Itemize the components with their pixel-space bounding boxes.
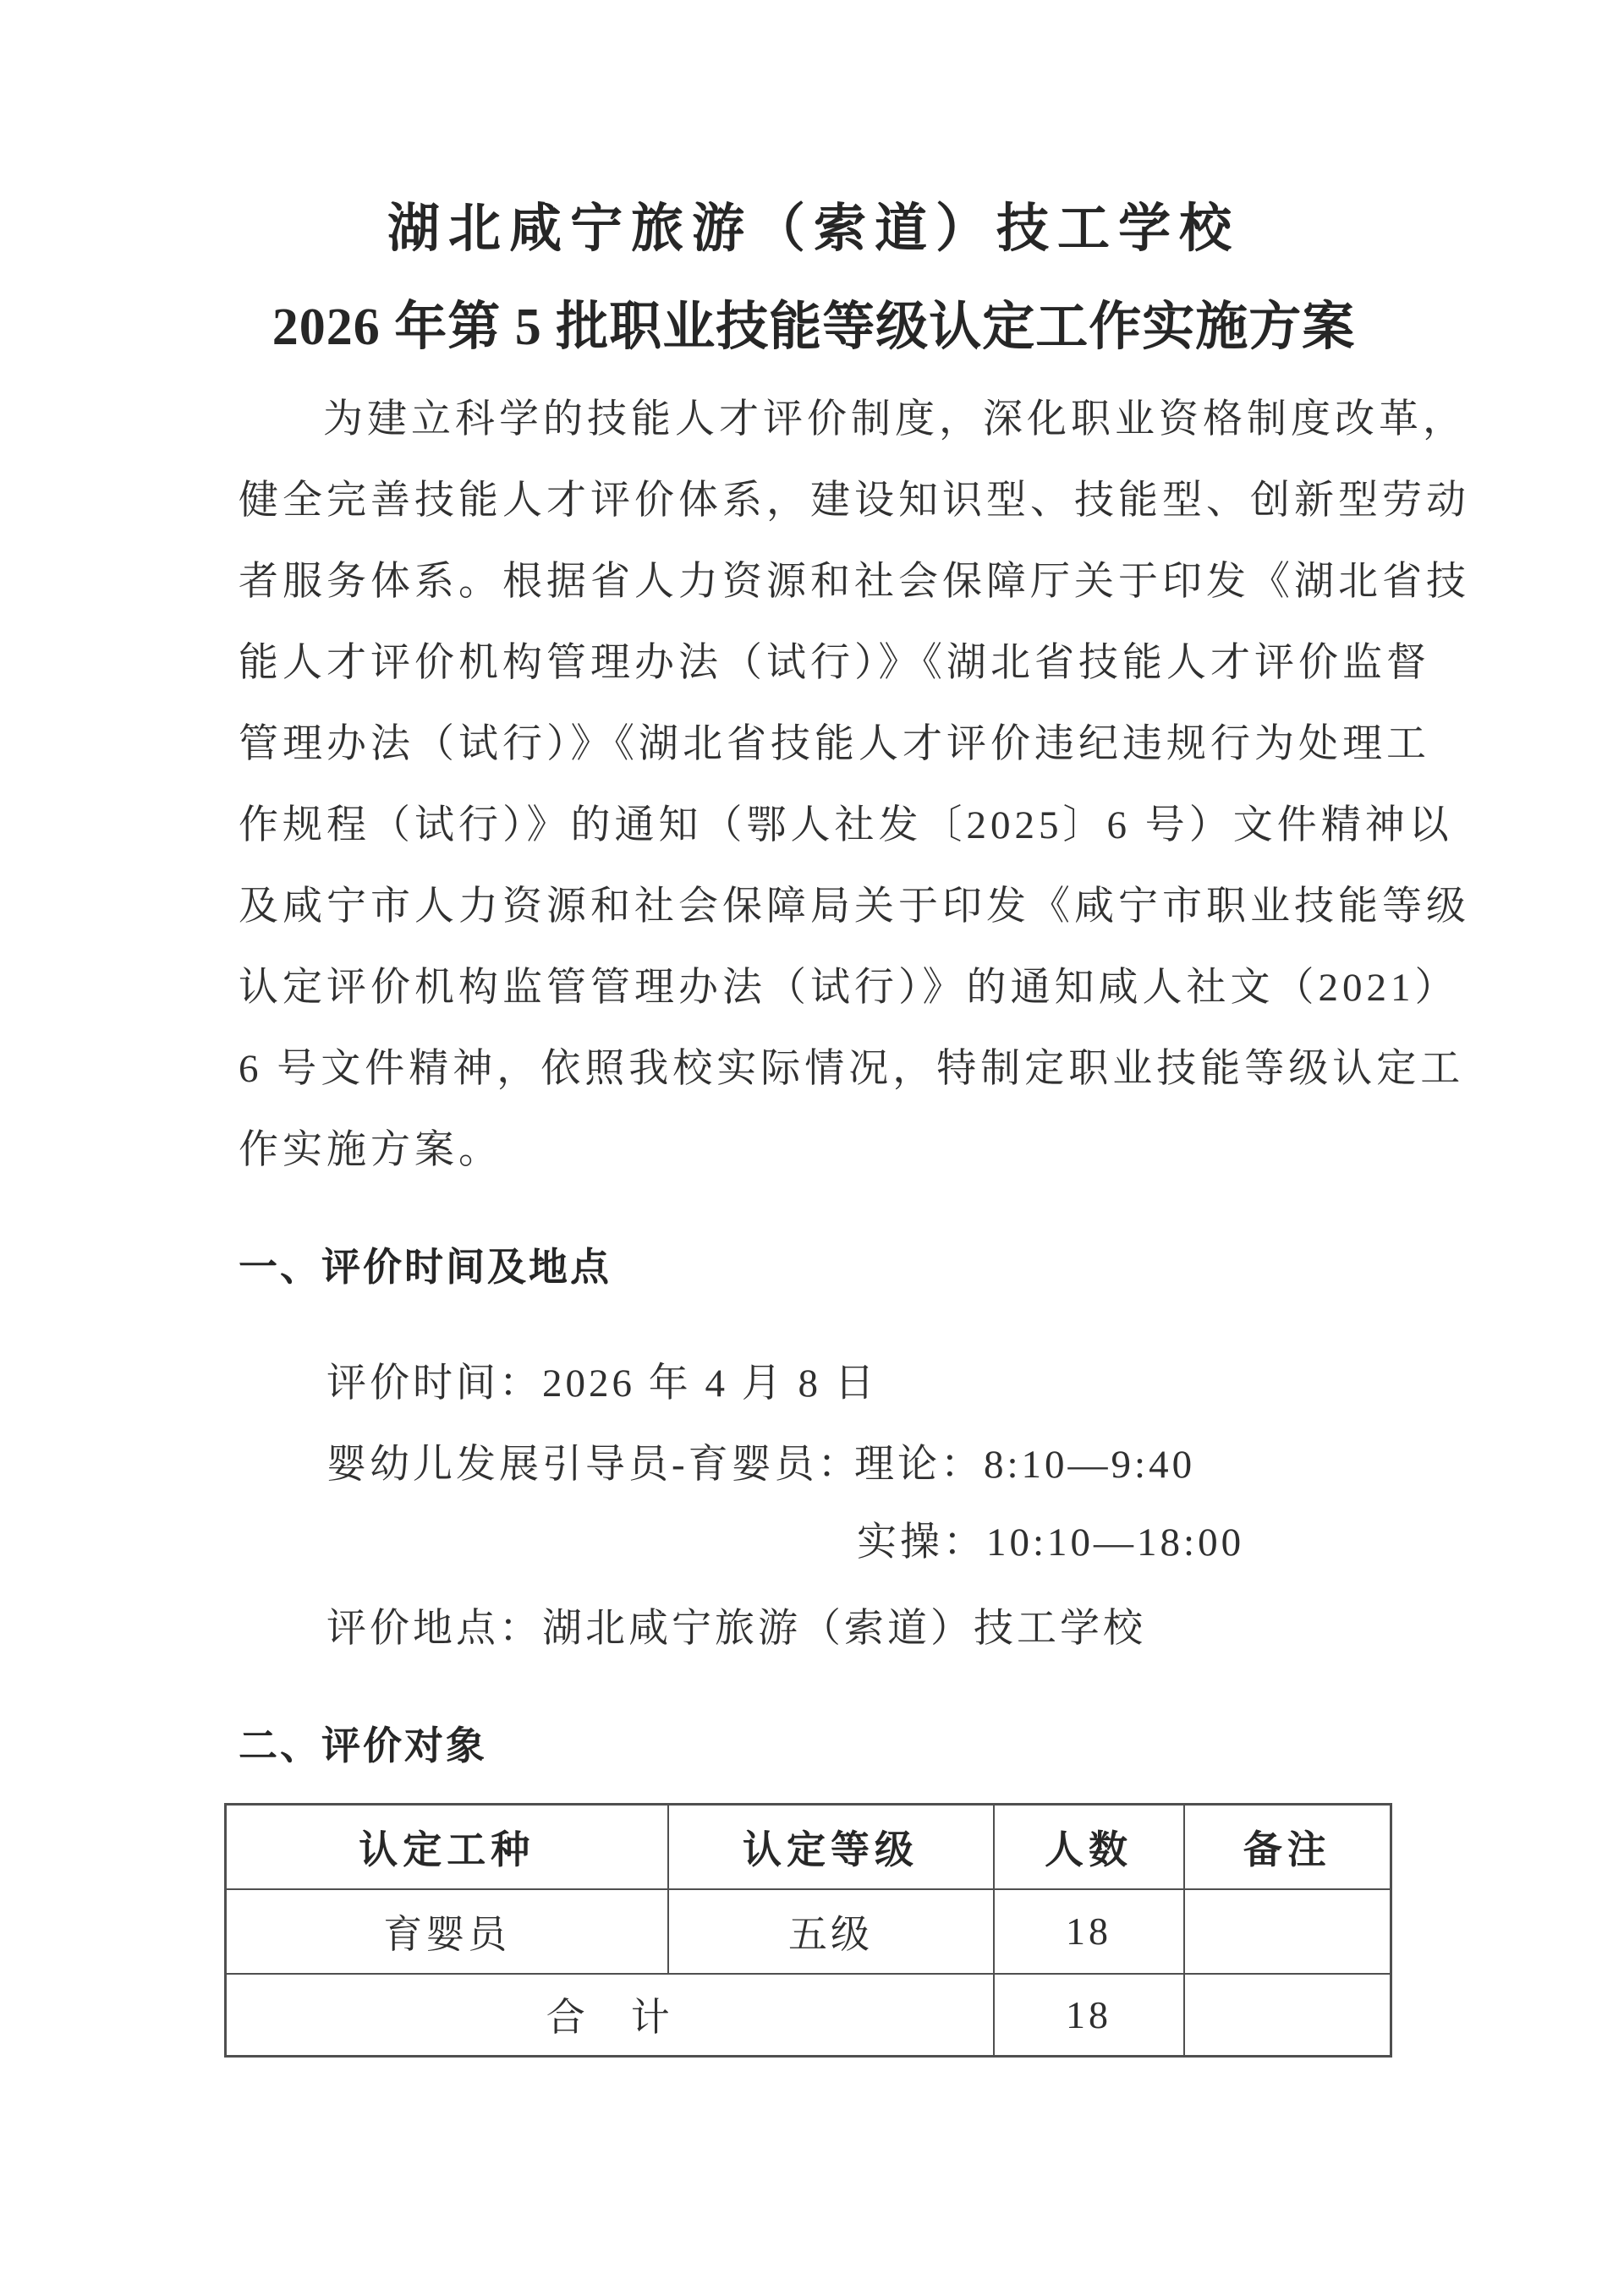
- table-header-row: [226, 1805, 1391, 1889]
- document-title-line-2: 2026 年第 5 批职业技能等级认定工作实施方案: [272, 299, 1356, 356]
- occupation-cell: 育婴员: [226, 1889, 668, 1974]
- paragraph-line: 认定评价机构监管管理办法（试行）》的通知咸人社文（2021）: [239, 966, 1459, 1010]
- paragraph-line: 者服务体系。根据省人力资源和社会保障厅关于印发《湖北省技: [239, 560, 1470, 604]
- evaluation-location-line: 评价地点：湖北咸宁旅游（索道）技工学校: [326, 1607, 1146, 1651]
- column-header-count: 人数: [994, 1805, 1184, 1889]
- paragraph-line: 及咸宁市人力资源和社会保障局关于印发《咸宁市职业技能等级: [239, 885, 1470, 929]
- column-header-occupation: 认定工种: [226, 1805, 668, 1889]
- table-row: [226, 1889, 1391, 1974]
- paragraph-line: 能人才评价机构管理办法（试行）》《湖北省技能人才评价监督: [239, 641, 1430, 685]
- paragraph-line: 管理办法（试行）》《湖北省技能人才评价违纪违规行为处理工: [239, 722, 1430, 766]
- total-count-cell: 18: [994, 1974, 1184, 2057]
- section-1-heading: 一、评价时间及地点: [239, 1246, 612, 1289]
- table-total-row: [226, 1974, 1391, 2057]
- occupation-role-line: 婴幼儿发展引导员-育婴员：: [326, 1443, 861, 1487]
- document-title-line-1: 湖北咸宁旅游（索道）技工学校: [387, 200, 1240, 258]
- evaluation-time-line: 评价时间：2026 年 4 月 8 日: [326, 1362, 878, 1406]
- paragraph-line: 作实施方案。: [239, 1128, 502, 1172]
- column-header-remarks: 备注: [1184, 1805, 1391, 1889]
- remarks-cell: [1184, 1889, 1391, 1974]
- column-header-level: 认定等级: [668, 1805, 994, 1889]
- intro-paragraph: [239, 379, 1470, 1191]
- practice-time-line: 实操：10:10—18:00: [857, 1521, 1245, 1564]
- section-2-heading: 二、评价对象: [239, 1724, 487, 1767]
- paragraph-line: 6 号文件精神，依照我校实际情况，特制定职业技能等级认定工: [239, 1047, 1465, 1091]
- paragraph-line: 作规程（试行）》的通知（鄂人社发〔2025〕6 号）文件精神以: [239, 803, 1453, 847]
- total-remarks-cell: [1184, 1974, 1391, 2057]
- evaluation-targets-table: [224, 1803, 1392, 2058]
- level-cell: 五级: [668, 1889, 994, 1974]
- paragraph-line: 健全完善技能人才评价体系，建设知识型、技能型、创新型劳动: [239, 479, 1470, 523]
- paragraph-line: 为建立科学的技能人才评价制度，深化职业资格制度改革，: [323, 397, 1467, 441]
- theory-time-line: 理论：8:10—9:40: [854, 1443, 1196, 1487]
- total-label-cell: 合 计: [226, 1974, 994, 2057]
- count-cell: 18: [994, 1889, 1184, 1974]
